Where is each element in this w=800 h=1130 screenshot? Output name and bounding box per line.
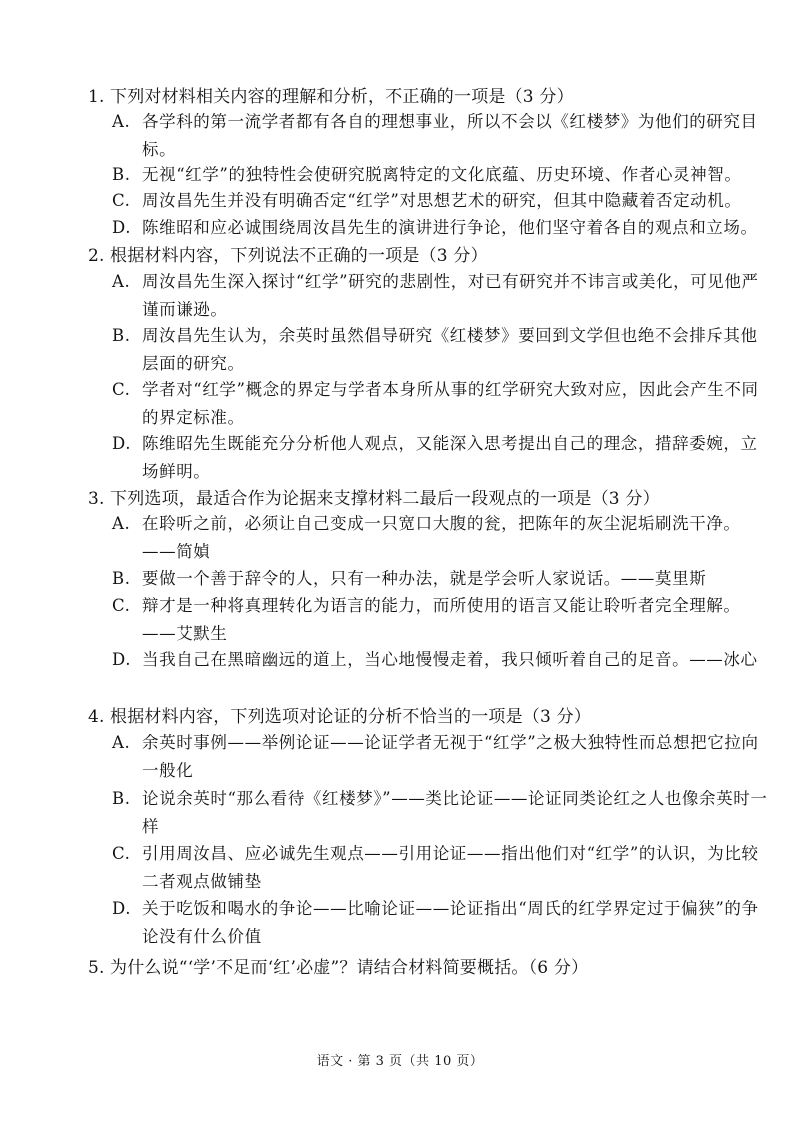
option-text: 辩才是一种将真理转化为语言的能力，而所使用的语言又能让聆听者完全理解。——艾默生 xyxy=(142,596,741,643)
question-text: 根据材料内容，下列选项对论证的分析不恰当的一项是（3 分） xyxy=(110,707,592,727)
option-text: 在聆听之前，必须让自己变成一只宽口大腹的瓮，把陈年的灰尘泥垢刷洗干净。——简媜 xyxy=(142,514,741,561)
option-label: C. xyxy=(112,844,131,863)
question-2-option-a xyxy=(112,268,772,324)
question-text: 下列选项，最适合作为论据来支撑材料二最后一段观点的一项是（3 分） xyxy=(110,489,660,509)
question-3-option-c xyxy=(112,592,772,648)
question-4-option-a xyxy=(112,729,772,785)
option-text: 关于吃饭和喝水的争论——比喻论证——论证指出“周氏的红学界定过于偏狭”的争论没有什么价值 xyxy=(142,899,759,946)
question-1-option-b xyxy=(112,161,772,189)
option-text: 无视“红学”的独特性会使研究脱离特定的文化底蕴、历史环境、作者心灵神智。 xyxy=(142,165,742,184)
question-number: 5. xyxy=(88,958,105,978)
question-3-option-b xyxy=(112,565,772,593)
question-3-stem xyxy=(88,485,768,513)
question-number: 2. xyxy=(88,246,105,266)
question-number: 4. xyxy=(88,707,105,727)
option-label: B. xyxy=(112,569,131,588)
option-text: 论说余英时“那么看待《红楼梦》”——类比论证——论证同类论红之人也像余英时一样 xyxy=(142,789,768,836)
option-text: 引用周汝昌、应必诚先生观点——引用论证——指出他们对“红学”的认识，为比较二者观点做铺垫 xyxy=(142,844,759,891)
option-label: A. xyxy=(112,733,131,752)
page-footer: 语文 · 第 3 页（共 10 页） xyxy=(316,1054,484,1069)
question-2-option-b xyxy=(112,322,772,378)
option-text: 周汝昌先生深入探讨“红学”研究的悲剧性，对已有研究并不讳言或美化，可见他严谨而谦逊。 xyxy=(142,272,759,319)
option-text: 周汝昌先生认为，余英时虽然倡导研究《红楼梦》要回到文学但也绝不会排斥其他层面的研究。 xyxy=(142,326,758,373)
question-3-option-d xyxy=(112,646,772,674)
question-1-stem xyxy=(88,83,768,111)
option-label: B. xyxy=(112,789,131,808)
option-text: 余英时事例——举例论证——论证学者无视于“红学”之极大独特性而总想把它拉向一般化 xyxy=(142,733,759,780)
question-4-option-b xyxy=(112,785,772,841)
option-label: D. xyxy=(112,434,132,453)
option-label: D. xyxy=(112,899,132,918)
option-text: 学者对“红学”概念的界定与学者本身所从事的红学研究大致对应，因此会产生不同的界定标准。 xyxy=(142,380,759,427)
question-text: 下列对材料相关内容的理解和分析，不正确的一项是（3 分） xyxy=(110,87,574,107)
question-number: 1. xyxy=(88,87,105,107)
option-label: D. xyxy=(112,650,132,669)
question-number: 3. xyxy=(88,489,105,509)
option-label: A. xyxy=(112,112,131,131)
question-2-stem xyxy=(88,242,768,270)
option-label: A. xyxy=(112,272,131,291)
option-text: 陈维昭先生既能充分分析他人观点，又能深入思考提出自己的理念，措辞委婉，立场鲜明。 xyxy=(142,434,758,481)
question-5-stem xyxy=(88,954,768,982)
question-1-option-a xyxy=(112,108,772,164)
question-text: 根据材料内容，下列说法不正确的一项是（3 分） xyxy=(110,246,488,266)
option-label: C. xyxy=(112,596,131,615)
option-text: 陈维昭和应必诚围绕周汝昌先生的演讲进行争论，他们坚守着各自的观点和立场。 xyxy=(142,218,758,237)
option-label: B. xyxy=(112,165,131,184)
question-2-option-d xyxy=(112,430,772,486)
option-label: C. xyxy=(112,380,131,399)
question-4-option-d xyxy=(112,895,772,951)
question-text: 为什么说“‘学’不足而‘红’必虚”？请结合材料简要概括。（6 分） xyxy=(110,958,589,978)
option-label: B. xyxy=(112,326,131,345)
option-text: 当我自己在黑暗幽远的道上，当心地慢慢走着，我只倾听着自己的足音。——冰心 xyxy=(142,650,758,669)
question-1-option-d xyxy=(112,214,772,242)
question-2-option-c xyxy=(112,376,772,432)
option-label: D. xyxy=(112,218,132,237)
question-1-option-c xyxy=(112,187,772,215)
option-text: 各学科的第一流学者都有各自的理想事业，所以不会以《红楼梦》为他们的研究目标。 xyxy=(142,112,758,159)
question-4-stem xyxy=(88,703,768,731)
option-label: A. xyxy=(112,514,131,533)
question-3-option-a xyxy=(112,510,772,566)
option-label: C. xyxy=(112,191,131,210)
question-4-option-c xyxy=(112,840,772,896)
option-text: 要做一个善于辞令的人，只有一种办法，就是学会听人家说话。——莫里斯 xyxy=(142,569,707,588)
option-text: 周汝昌先生并没有明确否定“红学”对思想艺术的研究，但其中隐藏着否定动机。 xyxy=(142,191,742,210)
